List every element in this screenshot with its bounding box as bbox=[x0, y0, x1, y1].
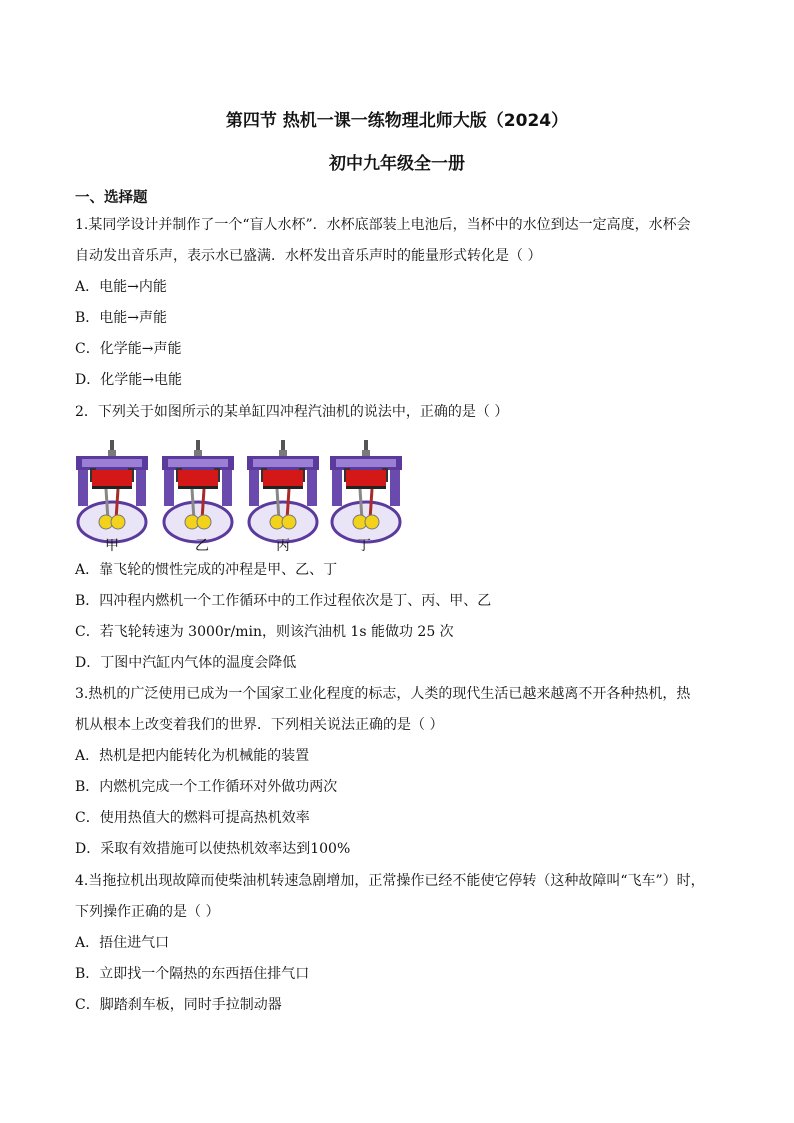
page-subtitle: 初中九年级全一册 bbox=[329, 154, 465, 174]
page-title: 第四节 热机一课一练物理北师大版（2024） bbox=[225, 111, 569, 131]
question-1-option-d: D．化学能→电能 bbox=[75, 372, 182, 388]
question-3-option-d: D．采取有效措施可以使热机效率达到100% bbox=[75, 841, 351, 857]
question-3-stem-line-1: 3.热机的广泛使用已成为一个国家工业化程度的标志，人类的现代生活已越来越离不开各种热机，热 bbox=[75, 686, 691, 702]
question-2-option-a: A．靠飞轮的惯性完成的冲程是甲、乙、丁 bbox=[75, 562, 338, 578]
question-3-option-a: A．热机是把内能转化为机械能的装置 bbox=[75, 748, 310, 764]
question-3-option-b: B．内燃机完成一个工作循环对外做功两次 bbox=[75, 779, 338, 795]
question-4-option-a: A．捂住进气口 bbox=[75, 935, 170, 951]
question-3-option-c: C．使用热值大的燃料可提高热机效率 bbox=[75, 810, 310, 826]
question-2-option-c: C．若飞轮转速为 3000r/min，则该汽油机 1s 能做功 25 次 bbox=[75, 624, 454, 640]
question-3-stem-line-2: 机从根本上改变着我们的世界．下列相关说法正确的是（ ） bbox=[75, 717, 444, 733]
section-heading: 一、选择题 bbox=[75, 190, 148, 206]
question-4-stem-line-1: 4.当拖拉机出现故障而使柴油机转速急剧增加，正常操作已经不能使它停转（这种故障叫“飞车”）时， bbox=[75, 873, 705, 889]
figure-label-jia: 甲 bbox=[105, 538, 119, 554]
question-1-option-c: C．化学能→声能 bbox=[75, 341, 182, 357]
question-4-option-c: C．脚踏刹车板，同时手拉制动器 bbox=[75, 997, 282, 1013]
question-4-stem-line-2: 下列操作正确的是（ ） bbox=[75, 904, 220, 920]
engine-diagram-bing bbox=[247, 440, 319, 542]
engine-diagram-yi bbox=[162, 440, 234, 542]
question-2-stem-line-1: 2．下列关于如图所示的某单缸四冲程汽油机的说法中，正确的是（ ） bbox=[75, 404, 509, 420]
engine-diagram-ding bbox=[330, 440, 402, 542]
question-1-option-b: B．电能→声能 bbox=[75, 310, 168, 326]
figure-label-ding: 丁 bbox=[357, 538, 371, 554]
question-1-option-a: A．电能→内能 bbox=[75, 279, 167, 295]
figure-label-bing: 丙 bbox=[276, 538, 290, 554]
question-2-option-b: B．四冲程内燃机一个工作循环中的工作过程依次是丁、丙、甲、乙 bbox=[75, 593, 492, 609]
question-1-stem-line-2: 自动发出音乐声，表示水已盛满．水杯发出音乐声时的能量形式转化是（ ） bbox=[75, 248, 542, 264]
question-2-option-d: D．丁图中汽缸内气体的温度会降低 bbox=[75, 655, 297, 671]
figure-label-yi: 乙 bbox=[195, 538, 209, 554]
question-1-stem-line-1: 1.某同学设计并制作了一个“盲人水杯”．水杯底部装上电池后，当杯中的水位到达一定高度，水杯会 bbox=[75, 217, 691, 233]
engine-diagram-jia bbox=[76, 440, 148, 542]
question-4-option-b: B．立即找一个隔热的东西捂住排气口 bbox=[75, 966, 310, 982]
